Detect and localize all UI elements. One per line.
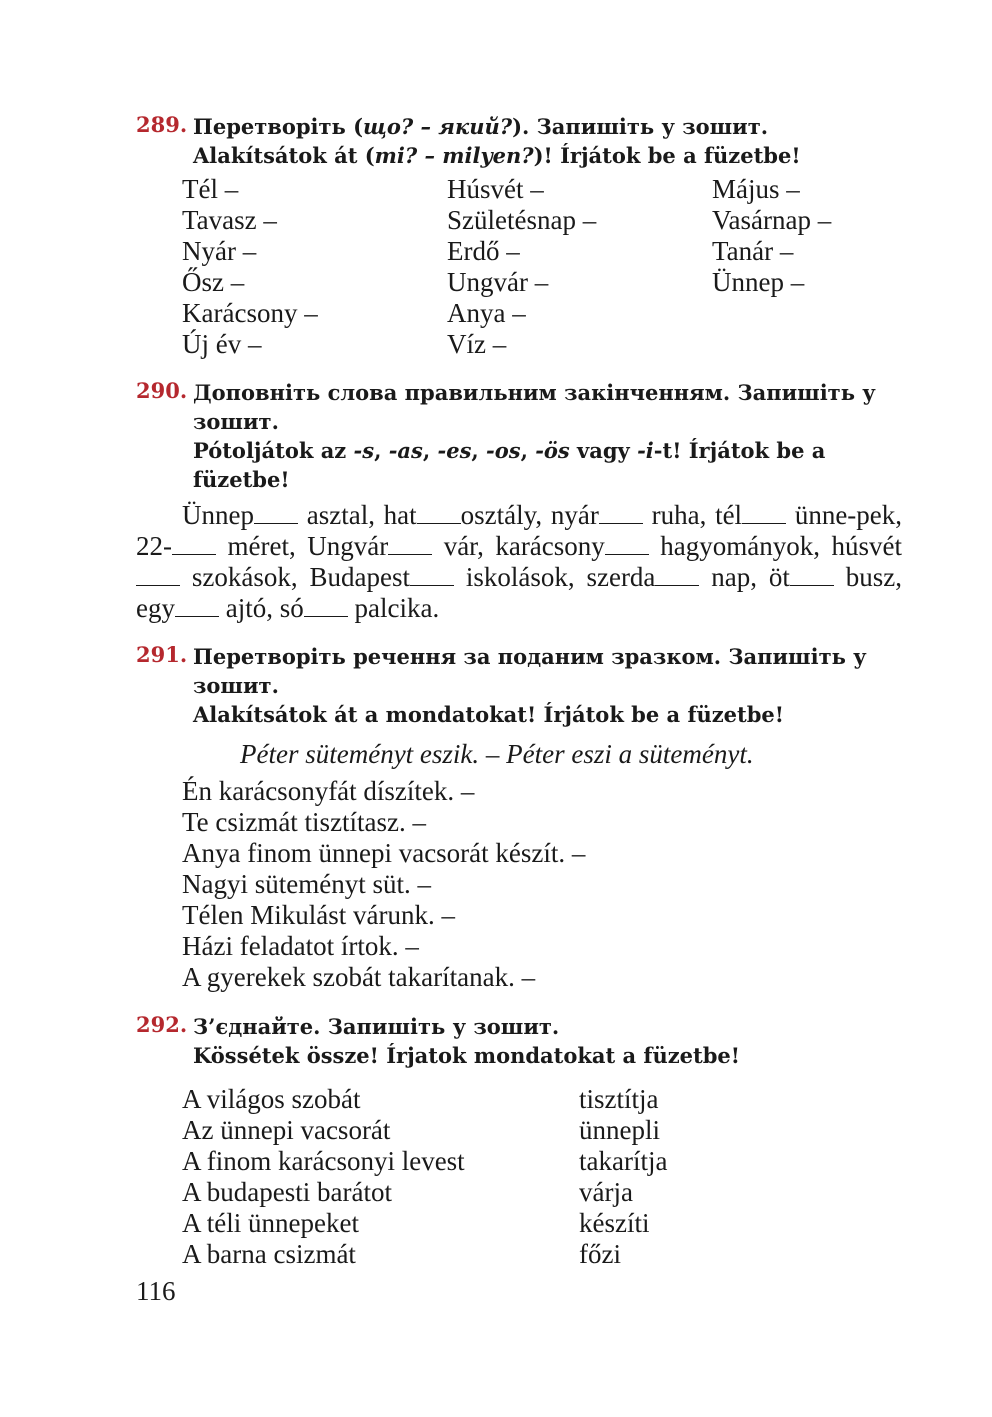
word-item: Új év – bbox=[182, 329, 262, 359]
word-item: Víz – bbox=[447, 329, 507, 359]
instruction-hu: Kössétek össze! Írjatok mondatokat a füzetbe! bbox=[193, 1043, 740, 1068]
word-item: Május – bbox=[712, 174, 800, 204]
right-item: takarítja bbox=[579, 1146, 668, 1176]
word-item: Tél – bbox=[182, 174, 239, 204]
word-item: Ungvár – bbox=[447, 267, 549, 297]
left-item: A barna csizmát bbox=[182, 1239, 356, 1269]
list-item: Én karácsonyfát díszítek. – bbox=[182, 776, 475, 806]
word-item: Ünnep – bbox=[712, 267, 805, 297]
instruction-ua: Перетворіть (що? – який?). Запишіть у зошит. bbox=[193, 114, 769, 139]
word-column-3 bbox=[712, 174, 912, 360]
right-item: ünnepli bbox=[579, 1115, 660, 1145]
left-item: A budapesti barátot bbox=[182, 1177, 392, 1207]
word-item: Anya – bbox=[447, 298, 526, 328]
word-item: Tanár – bbox=[712, 236, 794, 266]
left-item: Az ünnepi vacsorát bbox=[182, 1115, 391, 1145]
word-item: Ősz – bbox=[182, 267, 245, 297]
fill-in-paragraph: Ünnep asztal, hat osztály, nyár ruha, tél ünne-pek, 22- méret, Ungvár vár, karácsony hagyományok, húsvét szokások, Budapest iskolások, szerda nap, öt busz, egy ajtó, só palcika. bbox=[136, 500, 903, 623]
list-item: Te csizmát tisztítasz. – bbox=[182, 807, 427, 837]
word-item: Erdő – bbox=[447, 236, 520, 266]
word-item: Húsvét – bbox=[447, 174, 544, 204]
list-item: Nagyi süteményt süt. – bbox=[182, 869, 431, 899]
exercise-289 bbox=[136, 112, 902, 359]
word-item: Vasárnap – bbox=[712, 205, 832, 235]
page-number: 116 bbox=[136, 1276, 176, 1306]
word-item: Tavasz – bbox=[182, 205, 277, 235]
instruction-hu: Alakítsátok át a mondatokat! Írjátok be a füzetbe! bbox=[193, 702, 785, 727]
word-item: Karácsony – bbox=[182, 298, 318, 328]
list-item: Házi feladatot írtok. – bbox=[182, 931, 419, 961]
matching-pairs bbox=[182, 1084, 902, 1270]
right-item: várja bbox=[579, 1177, 633, 1207]
exercise-number: 290. bbox=[136, 378, 188, 403]
example-sentence: Péter süteményt eszik. – Péter eszi a süteményt. bbox=[240, 739, 754, 769]
exercise-number: 291. bbox=[136, 642, 188, 667]
exercise-number: 289. bbox=[136, 112, 188, 137]
left-item: A téli ünnepeket bbox=[182, 1208, 359, 1238]
instruction-ua: З’єднайте. Запишіть у зошит. bbox=[193, 1014, 560, 1039]
instruction-hu: Alakítsátok át (mi? – milyen?)! Írjátok be a füzetbe! bbox=[193, 143, 801, 168]
word-columns bbox=[182, 174, 912, 360]
instruction-hu: Pótoljátok az -s, -as, -es, -os, -ös vagy -i-t! Írjátok be a füzetbe! bbox=[193, 438, 826, 492]
list-item: Télen Mikulást várunk. – bbox=[182, 900, 455, 930]
word-item: Születésnap – bbox=[447, 205, 597, 235]
left-item: A finom karácsonyi levest bbox=[182, 1146, 465, 1176]
sentence-list bbox=[182, 776, 902, 993]
exercise-291 bbox=[136, 642, 902, 993]
list-item: Anya finom ünnepi vacsorát készít. – bbox=[182, 838, 586, 868]
right-item: tisztítja bbox=[579, 1084, 659, 1114]
right-item: főzi bbox=[579, 1239, 621, 1269]
instruction-ua: Перетворіть речення за поданим зразком. Запишіть у зошит. bbox=[193, 644, 867, 698]
left-item: A világos szobát bbox=[182, 1084, 361, 1114]
instruction-ua: Доповніть слова правильним закінченням. Запишіть у зошит. bbox=[193, 380, 876, 434]
word-column-1 bbox=[182, 174, 447, 360]
exercise-290 bbox=[136, 378, 902, 624]
exercise-number: 292. bbox=[136, 1012, 188, 1037]
right-item: készíti bbox=[579, 1208, 650, 1238]
word-item: Nyár – bbox=[182, 236, 257, 266]
list-item: A gyerekek szobát takarítanak. – bbox=[182, 962, 536, 992]
exercise-292 bbox=[136, 1012, 902, 1270]
word-column-2 bbox=[447, 174, 712, 360]
